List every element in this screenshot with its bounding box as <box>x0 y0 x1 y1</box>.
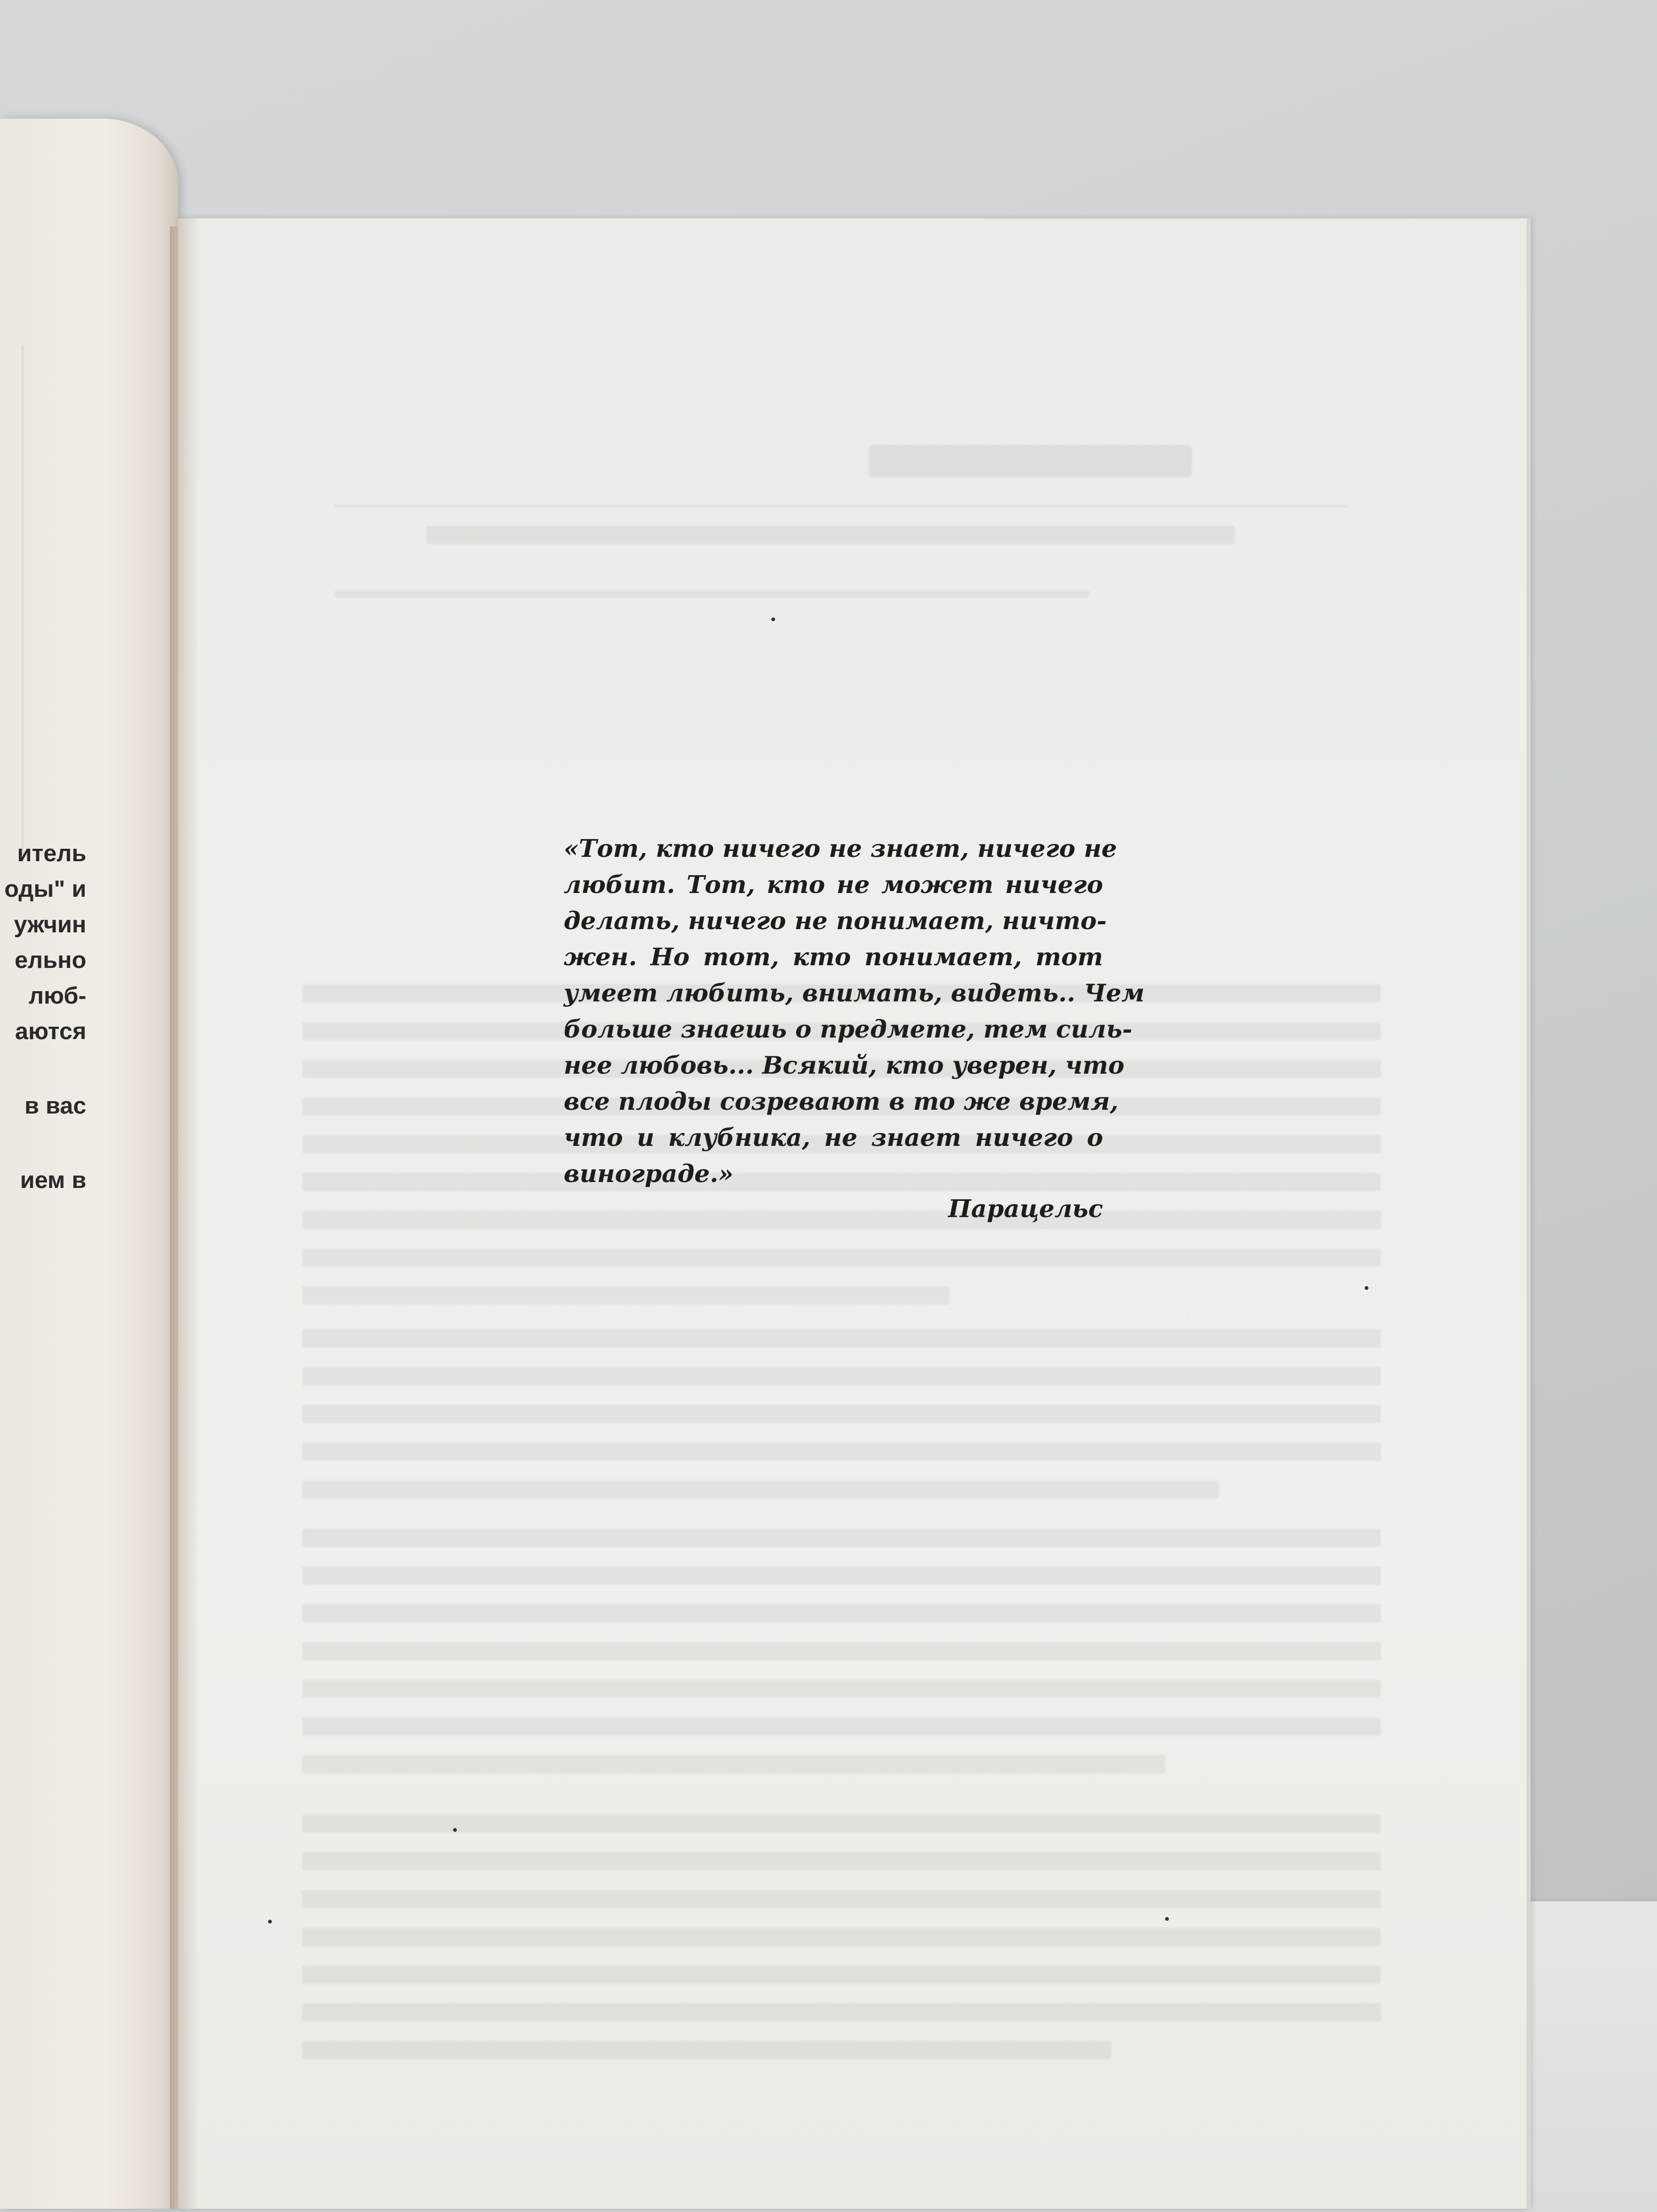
quote-line: все плоды созревают в то же время, <box>564 1087 1119 1116</box>
show-through-line <box>302 1442 1381 1461</box>
show-through-line <box>302 1567 1381 1585</box>
paper-speck <box>1365 1286 1368 1290</box>
left-page-gap <box>0 1049 86 1088</box>
quote-line: что и клубника, не знает ничего о <box>564 1123 1103 1152</box>
left-page-gap <box>0 1124 86 1163</box>
left-page <box>0 119 178 2209</box>
show-through-line <box>302 1405 1381 1423</box>
show-through-line <box>302 2041 1111 2059</box>
left-page-line: оды" и <box>4 876 86 902</box>
show-through-text <box>302 326 1435 2160</box>
left-page-line: в вас <box>24 1093 86 1119</box>
epigraph-quote <box>564 830 1145 1192</box>
show-through-line <box>302 1928 1381 1946</box>
show-through-line <box>302 1604 1381 1623</box>
show-through-line <box>426 526 1235 544</box>
paper-speck <box>771 617 775 621</box>
quote-line: делать, ничего не понимает, ничто- <box>564 906 1107 935</box>
show-through-rule <box>334 504 1348 507</box>
quote-line: винограде.» <box>564 1159 734 1188</box>
quote-line: жен. Но тот, кто понимает, тот <box>564 943 1103 971</box>
show-through-line <box>302 1367 1381 1385</box>
show-through-line <box>302 1718 1381 1736</box>
show-through-line <box>302 1890 1381 1908</box>
quote-line: больше знаешь о предмете, тем силь- <box>564 1015 1133 1043</box>
show-through-line <box>302 2003 1381 2022</box>
shelf-edge <box>1526 1898 1657 2212</box>
paper-speck <box>268 1920 272 1924</box>
show-through-line <box>302 1480 1219 1499</box>
left-page-line: ужчин <box>13 911 86 938</box>
show-through-line <box>302 1286 949 1304</box>
paper-speck <box>453 1828 457 1832</box>
show-through-line <box>302 1642 1381 1660</box>
quote-line: нее любовь... Всякий, кто уверен, что <box>564 1051 1125 1080</box>
left-page-figure-edge <box>0 345 24 863</box>
left-page-line: итель <box>17 840 86 867</box>
paper-speck <box>1165 1917 1169 1921</box>
show-through-line <box>302 1680 1381 1698</box>
show-through-line <box>302 1815 1381 1833</box>
show-through-line <box>302 1529 1381 1547</box>
show-through-line <box>302 1248 1381 1267</box>
left-page-text <box>0 836 86 1198</box>
show-through-line <box>302 1852 1381 1871</box>
quote-line: любит. Тот, кто не может ничего <box>564 870 1103 899</box>
left-page-line: ельно <box>15 947 86 973</box>
show-through-line <box>334 590 1090 598</box>
quote-author: Парацельс <box>948 1194 1103 1223</box>
quote-line: умеет любить, внимать, видеть.. Чем <box>564 979 1145 1007</box>
page-gutter-shadow <box>178 218 200 2209</box>
left-page-line: ием в <box>20 1167 86 1193</box>
left-page-line: люб- <box>29 983 86 1009</box>
show-through-line <box>302 1966 1381 1984</box>
show-through-title <box>868 445 1192 477</box>
show-through-line <box>302 1329 1381 1348</box>
quote-line: «Тот, кто ничего не знает, ничего не <box>564 834 1117 863</box>
left-page-line: аются <box>15 1018 86 1045</box>
show-through-line <box>302 1755 1165 1774</box>
